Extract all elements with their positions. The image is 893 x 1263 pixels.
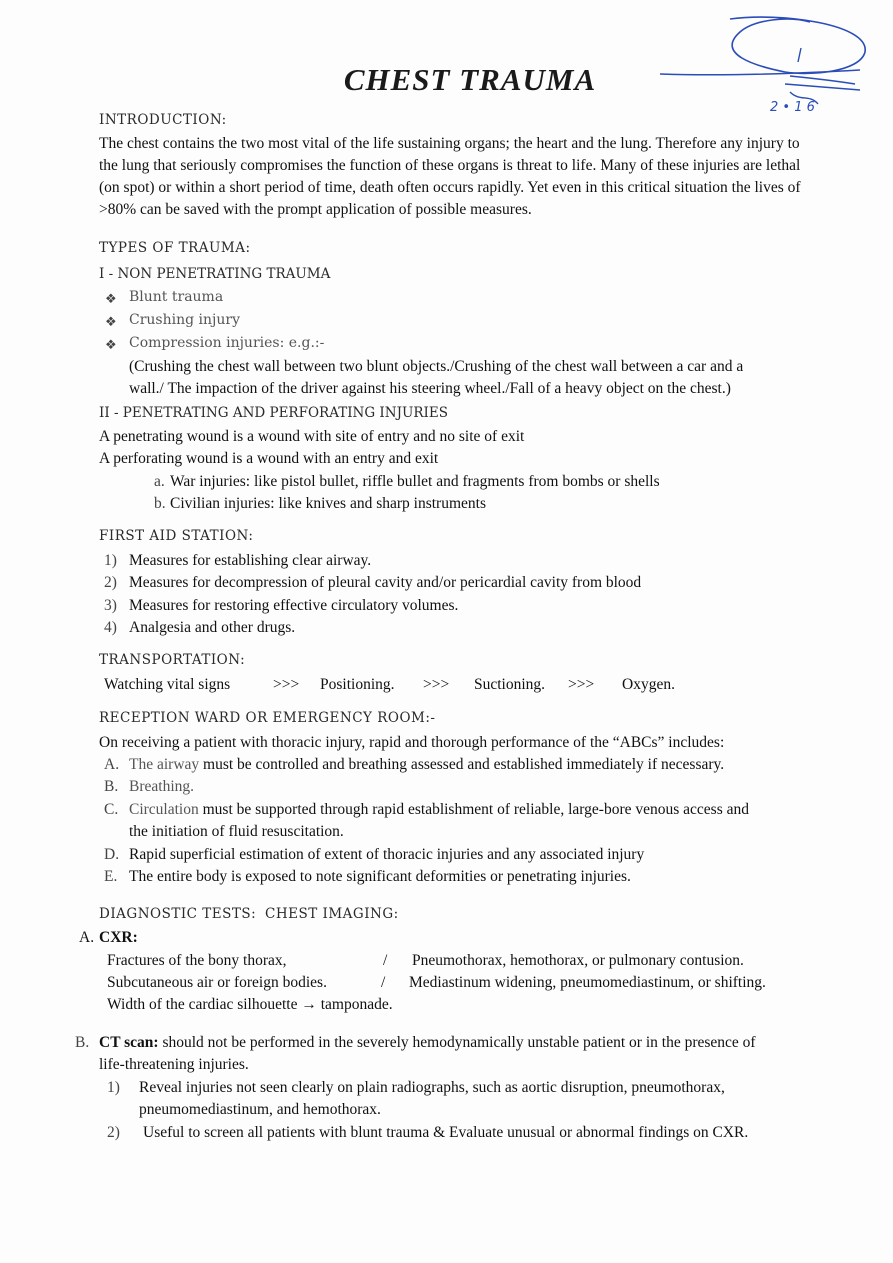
transport-step: Watching vital signs	[104, 676, 231, 693]
cxr-label: CXR:	[99, 929, 138, 946]
compression-examples-line1: (Crushing the chest wall between two blunt objects./Crushing of the chest wall between a car and a	[129, 358, 744, 375]
list-item: The entire body is exposed to note significant deformities or penetrating injuries.	[129, 868, 631, 885]
signature-date-note: 2 • 1 6	[770, 100, 815, 115]
list-marker: C.	[104, 801, 119, 818]
list-marker: a.	[154, 473, 165, 490]
chest-imaging-heading: CHEST IMAGING:	[265, 906, 399, 922]
transport-step: Oxygen.	[622, 676, 675, 693]
intro-paragraph: The chest contains the two most vital of the life sustaining organs; the heart and the lung. Therefore any injury to the lung that seriously compromises the function of these organs is threat to life. Many of these injuries are lethal (on spot) or within a short period of time, death often occurs rapidly. Yet even in this critical situation the lives of >80% can be saved with the prompt application of possible measures.	[99, 135, 801, 218]
list-item-continuation: the initiation of fluid resuscitation.	[129, 823, 344, 840]
cxr-finding: Width of the cardiac silhouette → tamponade.	[107, 996, 393, 1013]
reception-heading: RECEPTION WARD OR EMERGENCY ROOM:-	[99, 710, 436, 726]
transport-arrow: >>>	[423, 676, 450, 693]
list-item: Breathing.	[129, 778, 194, 795]
compression-examples-line2: wall./ The impaction of the driver against his steering wheel./Fall of a heavy object on the chest.)	[129, 380, 731, 397]
list-marker: 4)	[104, 619, 117, 636]
ct-text-continuation: life-threatening injuries.	[99, 1056, 249, 1073]
list-item	[129, 801, 749, 819]
list-item: Civilian injuries: like knives and sharp instruments	[170, 495, 486, 512]
ct-line	[99, 1034, 756, 1052]
intro-heading: INTRODUCTION:	[99, 112, 227, 128]
list-marker: b.	[154, 495, 166, 512]
page-title: CHEST TRAUMA	[343, 62, 597, 97]
list-item: Measures for restoring effective circulatory volumes.	[129, 597, 459, 614]
list-item: Measures for establishing clear airway.	[129, 552, 372, 569]
list-item: Crushing injury	[129, 312, 240, 328]
diamond-bullet-icon: ❖	[105, 314, 117, 329]
list-marker: A.	[79, 929, 95, 946]
list-item: Analgesia and other drugs.	[129, 619, 296, 636]
list-marker: 1)	[104, 552, 117, 569]
penetrating-heading: II - PENETRATING AND PERFORATING INJURIES	[99, 405, 448, 421]
transportation-heading: TRANSPORTATION:	[99, 652, 246, 668]
list-item: Useful to screen all patients with blunt trauma & Evaluate unusual or abnormal findings on CXR.	[143, 1124, 749, 1141]
cxr-finding: Mediastinum widening, pneumomediastinum, or shifting.	[409, 974, 766, 991]
cxr-finding: Pneumothorax, hemothorax, or pulmonary contusion.	[412, 952, 744, 969]
list-item: Blunt trauma	[129, 289, 224, 305]
ct-label: CT scan:	[99, 1034, 159, 1051]
cxr-finding: Fractures of the bony thorax,	[107, 952, 287, 969]
list-marker: 3)	[104, 597, 117, 614]
list-item: Measures for decompression of pleural cavity and/or pericardial cavity from blood	[129, 574, 642, 591]
diamond-bullet-icon: ❖	[105, 291, 117, 306]
list-item	[129, 756, 724, 774]
list-item: War injuries: like pistol bullet, riffle bullet and fragments from bombs or shells	[170, 473, 660, 490]
diagnostic-heading: DIAGNOSTIC TESTS:	[99, 906, 257, 922]
list-item-continuation: pneumomediastinum, and hemothorax.	[139, 1101, 381, 1118]
cxr-separator: /	[381, 974, 386, 991]
cxr-separator: /	[383, 952, 388, 969]
transport-step: Suctioning.	[474, 676, 546, 693]
list-item: Reveal injuries not seen clearly on plain radiographs, such as aortic disruption, pneumothorax,	[139, 1079, 725, 1096]
list-marker: B.	[75, 1034, 90, 1051]
list-item-key: The airway	[129, 756, 200, 773]
list-marker: 2)	[104, 574, 117, 591]
transport-arrow: >>>	[568, 676, 595, 693]
list-marker: D.	[104, 846, 120, 863]
non-penetrating-heading: I - NON PENETRATING TRAUMA	[99, 266, 331, 282]
list-marker: 2)	[107, 1124, 120, 1141]
list-item: Rapid superficial estimation of extent of thoracic injuries and any associated injury	[129, 846, 645, 863]
list-marker: 1)	[107, 1079, 120, 1096]
list-item: Compression injuries: e.g.:-	[129, 335, 325, 351]
list-marker: E.	[104, 868, 118, 885]
types-heading: TYPES OF TRAUMA:	[99, 240, 251, 256]
first-aid-heading: FIRST AID STATION:	[99, 528, 254, 544]
list-item-text: must be supported through rapid establishment of reliable, large-bore venous access and	[198, 801, 749, 818]
penetrating-definition: A penetrating wound is a wound with site of entry and no site of exit	[99, 428, 525, 445]
perforating-definition: A perforating wound is a wound with an entry and exit	[99, 450, 439, 467]
list-item-text: must be controlled and breathing assessed and established immediately if necessary.	[199, 756, 725, 773]
reception-intro: On receiving a patient with thoracic injury, rapid and thorough performance of the “ABCs” includes:	[99, 734, 725, 751]
transport-arrow: >>>	[273, 676, 300, 693]
transport-step: Positioning.	[320, 676, 395, 693]
list-marker: B.	[104, 778, 119, 795]
diamond-bullet-icon: ❖	[105, 337, 117, 352]
ct-text: should not be performed in the severely hemodynamically unstable patient or in the presence of	[158, 1034, 756, 1051]
list-item-key: Circulation	[129, 801, 199, 818]
cxr-finding: Subcutaneous air or foreign bodies.	[107, 974, 327, 991]
list-marker: A.	[104, 756, 120, 773]
